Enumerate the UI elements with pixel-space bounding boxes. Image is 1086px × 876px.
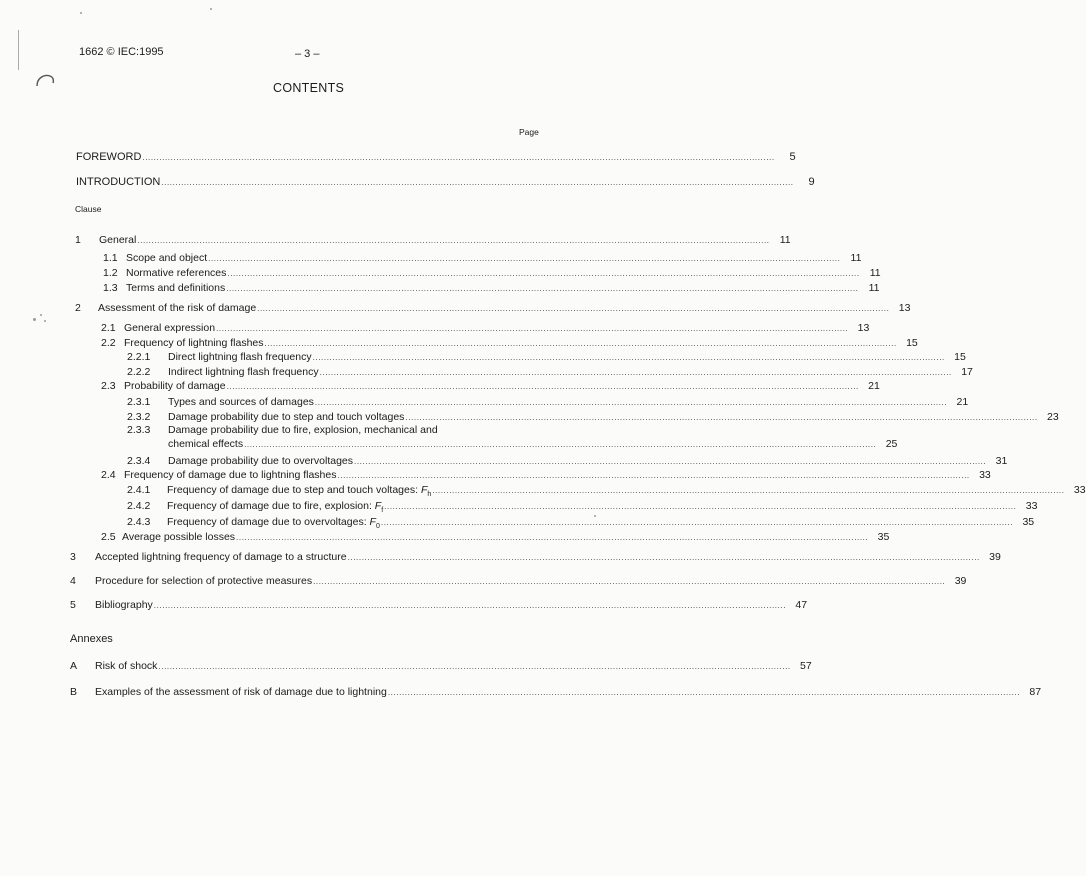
page-column-label: Page	[519, 127, 539, 137]
toc-entry-1-1[interactable]: 1.1 Scope and object ................................................................................................................................................................................................................................ 11	[103, 252, 862, 264]
toc-entry-2[interactable]: 2 Assessment of the risk of damage ................................................................................................................................................................................................................................ 13	[75, 302, 911, 314]
toc-entry-2-2[interactable]: 2.2 Frequency of lightning flashes ................................................................................................................................................................................................................................ 15	[101, 337, 918, 349]
header-doc-ref: 1662 © IEC:1995	[79, 46, 164, 58]
toc-entry-2-3-2[interactable]: 2.3.2 Damage probability due to step and touch voltages ................................................................................................................................................................................................................................ 23	[127, 411, 1059, 423]
toc-entry-2-4-2[interactable]: 2.4.2 Frequency of damage due to fire, explosion: $F_f$ ................................................................................................................................................................................................................................ 33	[127, 500, 1038, 515]
clause-label: Clause	[75, 204, 102, 214]
toc-annex-a[interactable]: A Risk of shock ................................................................................................................................................................................................................................ 57	[70, 660, 812, 672]
toc-entry-2-5[interactable]: 2.5 Average possible losses ................................................................................................................................................................................................................................ 35	[101, 531, 890, 543]
toc-entry-2-3-4[interactable]: 2.3.4 Damage probability due to overvoltages ................................................................................................................................................................................................................................ 31	[127, 455, 1008, 467]
toc-entry-2-4-1[interactable]: 2.4.1 Frequency of damage due to step and touch voltages: $F_h$ ................................................................................................................................................................................................................................ 33	[127, 484, 1086, 499]
toc-entry-2-4-3[interactable]: 2.4.3 Frequency of damage due to overvoltages: $F_0$ ................................................................................................................................................................................................................................ 35	[127, 516, 1035, 531]
toc-entry-1-2[interactable]: 1.2 Normative references ................................................................................................................................................................................................................................ 11	[103, 267, 881, 279]
toc-entry-foreword[interactable]: FOREWORD ................................................................................................................................................................................................................................ 5	[76, 151, 796, 163]
annexes-heading: Annexes	[70, 633, 113, 645]
binding-mark	[18, 30, 19, 70]
page-title: CONTENTS	[273, 81, 345, 95]
page-number: – 3 –	[295, 48, 320, 60]
toc-entry-2-4[interactable]: 2.4 Frequency of damage due to lightning flashes ................................................................................................................................................................................................................................ 33	[101, 469, 991, 481]
toc-entry-2-3-3[interactable]: chemical effects ................................................................................................................................................................................................................................ 25	[168, 438, 898, 450]
smudge-mark	[34, 72, 56, 90]
toc-entry-2-3-1[interactable]: 2.3.1 Types and sources of damages ................................................................................................................................................................................................................................ 21	[127, 396, 969, 408]
toc-entry-2-3[interactable]: 2.3 Probability of damage ................................................................................................................................................................................................................................ 21	[101, 380, 880, 392]
toc-entry-1-3[interactable]: 1.3 Terms and definitions ................................................................................................................................................................................................................................ 11	[103, 282, 880, 294]
toc-entry-2-2-1[interactable]: 2.2.1 Direct lightning flash frequency ................................................................................................................................................................................................................................ 15	[127, 351, 966, 363]
toc-entry-2-3-3-line1[interactable]: 2.3.3 Damage probability due to fire, explosion, mechanical and	[127, 424, 438, 436]
toc-entry-3[interactable]: 3 Accepted lightning frequency of damage to a structure ................................................................................................................................................................................................................................ 39	[70, 551, 1001, 563]
toc-entry-1[interactable]: 1 General ................................................................................................................................................................................................................................ 11	[75, 234, 791, 246]
toc-entry-4[interactable]: 4 Procedure for selection of protective measures ................................................................................................................................................................................................................................ 39	[70, 575, 967, 587]
toc-entry-2-1[interactable]: 2.1 General expression ................................................................................................................................................................................................................................ 13	[101, 322, 870, 334]
toc-entry-introduction[interactable]: INTRODUCTION ................................................................................................................................................................................................................................ 9	[76, 176, 815, 188]
toc-entry-5[interactable]: 5 Bibliography ................................................................................................................................................................................................................................ 47	[70, 599, 808, 611]
toc-entry-2-2-2[interactable]: 2.2.2 Indirect lightning flash frequency ................................................................................................................................................................................................................................ 17	[127, 366, 973, 378]
toc-annex-b[interactable]: B Examples of the assessment of risk of damage due to lightning ................................................................................................................................................................................................................................ 87	[70, 686, 1042, 698]
